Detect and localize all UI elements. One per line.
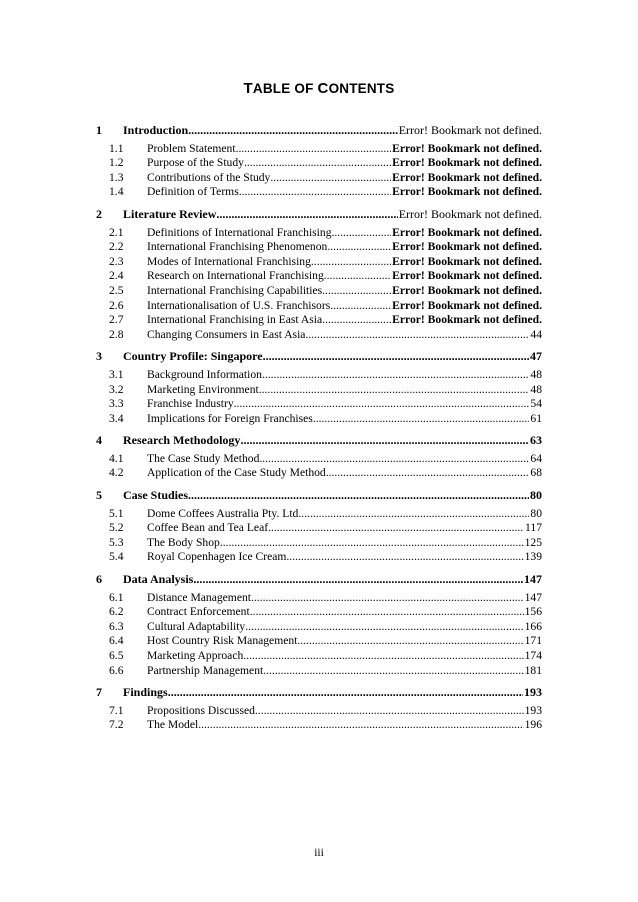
toc-entry-number: 2.4 — [109, 269, 124, 283]
toc-section-entry[interactable] — [96, 634, 542, 649]
toc-entry-title: Case Studies — [123, 488, 189, 503]
toc-entry-number: 2.2 — [109, 240, 124, 254]
toc-dot-leader — [286, 550, 523, 565]
toc-page-number: 117 — [525, 521, 542, 535]
toc-entry-number: 3 — [96, 349, 102, 364]
toc-section-entry[interactable] — [96, 226, 542, 241]
toc-section-entry[interactable] — [96, 255, 542, 270]
toc-page-number: 156 — [524, 605, 542, 619]
toc-entry-number: 1 — [96, 123, 102, 137]
toc-page-number: 44 — [530, 327, 542, 341]
toc-section-entry[interactable] — [96, 313, 542, 328]
toc-section-entry[interactable] — [96, 466, 542, 481]
toc-entry-title: Dome Coffees Australia Pty. Ltd. — [147, 506, 302, 520]
toc-section-entry[interactable] — [96, 142, 542, 157]
toc-chapter-entry[interactable] — [96, 207, 542, 222]
toc-entry-title: Findings — [123, 685, 168, 700]
toc-chapter-entry[interactable] — [96, 433, 542, 448]
toc-entry-title: Marketing Environment — [147, 382, 259, 396]
toc-entry-title: Changing Consumers in East Asia — [147, 327, 306, 341]
title-initial-t: T — [243, 80, 253, 97]
toc-dot-leader — [250, 605, 524, 620]
toc-bookmark-error: Error! Bookmark not defined. — [392, 185, 542, 199]
toc-section-entry[interactable] — [96, 521, 542, 536]
toc-entry-number: 3.1 — [109, 367, 124, 381]
toc-section-entry[interactable] — [96, 328, 542, 343]
toc-entry-title: Background Information — [147, 367, 262, 381]
toc-entry-number: 3.2 — [109, 382, 124, 396]
table-of-contents — [96, 123, 542, 733]
toc-entry-number: 4.1 — [109, 451, 124, 465]
toc-dot-leader — [251, 591, 524, 606]
toc-dot-leader — [193, 572, 523, 587]
toc-page-number: 147 — [524, 590, 542, 604]
toc-section-entry[interactable] — [96, 185, 542, 200]
toc-section-entry[interactable] — [96, 284, 542, 299]
toc-page-number: 54 — [530, 397, 542, 411]
toc-entry-number: 5 — [96, 488, 102, 503]
toc-page-number: 147 — [524, 572, 542, 587]
toc-entry-title: International Franchising in East Asia — [147, 313, 323, 327]
toc-entry-number: 6.3 — [109, 619, 124, 633]
toc-entry-title: Contributions of the Study — [147, 170, 271, 184]
toc-page-number: 193 — [524, 703, 542, 717]
title-part-able-of: ABLE OF — [252, 81, 318, 96]
toc-page-number: 48 — [530, 367, 542, 381]
toc-entry-number: 2.7 — [109, 313, 124, 327]
toc-section-entry[interactable] — [96, 550, 542, 565]
toc-entry-title: Royal Copenhagen Ice Cream — [147, 550, 287, 564]
toc-section-entry[interactable] — [96, 171, 542, 186]
title-part-ontents: ONTENTS — [328, 81, 395, 96]
toc-section-entry[interactable] — [96, 664, 542, 679]
toc-dot-leader — [220, 536, 524, 551]
toc-entry-number: 1.2 — [109, 156, 124, 170]
toc-entry-title: Introduction — [123, 123, 189, 137]
toc-page-number: 48 — [530, 382, 542, 396]
toc-entry-title: Literature Review — [123, 206, 217, 221]
toc-bookmark-error: Error! Bookmark not defined. — [392, 170, 542, 184]
toc-page-number: 68 — [530, 466, 542, 480]
toc-section-entry[interactable] — [96, 605, 542, 620]
toc-section-entry[interactable] — [96, 718, 542, 733]
toc-entry-title: Application of the Case Study Method — [147, 466, 326, 480]
toc-entry-number: 6.2 — [109, 605, 124, 619]
toc-section-entry[interactable] — [96, 368, 542, 383]
toc-chapter-entry[interactable] — [96, 572, 542, 587]
toc-dot-leader — [270, 171, 391, 186]
toc-section-entry[interactable] — [96, 269, 542, 284]
toc-entry-title: International Franchising Capabilities — [147, 283, 323, 297]
toc-page-number: 63 — [530, 433, 542, 448]
toc-bookmark-error: Error! Bookmark not defined. — [392, 141, 542, 155]
toc-entry-number: 6 — [96, 572, 102, 587]
toc-section-entry[interactable] — [96, 383, 542, 398]
toc-dot-leader — [268, 521, 524, 536]
toc-entry-title: Marketing Approach — [147, 649, 244, 662]
toc-bookmark-error: Error! Bookmark not defined. — [392, 298, 542, 312]
toc-entry-number: 4 — [96, 433, 102, 448]
toc-page-number: 181 — [524, 663, 542, 677]
toc-dot-leader — [198, 718, 523, 733]
toc-page-number: 125 — [524, 535, 542, 549]
toc-bookmark-error: Error! Bookmark not defined. — [392, 269, 542, 283]
toc-section-entry[interactable] — [96, 591, 542, 606]
toc-dot-leader — [263, 349, 529, 364]
toc-entry-number: 2.1 — [109, 225, 124, 239]
toc-dot-leader — [239, 185, 391, 200]
toc-entry-number: 6.6 — [109, 663, 124, 677]
toc-bookmark-error: Error! Bookmark not defined. — [392, 156, 542, 170]
toc-entry-number: 5.3 — [109, 535, 124, 549]
toc-section-entry[interactable] — [96, 620, 542, 635]
toc-dot-leader — [188, 123, 398, 138]
toc-entry-number: 3.4 — [109, 411, 124, 425]
toc-section-entry[interactable] — [96, 397, 542, 412]
toc-entry-title: The Case Study Method — [147, 451, 260, 465]
toc-dot-leader — [234, 397, 530, 412]
toc-dot-leader — [326, 466, 530, 481]
toc-entry-title: Distance Management — [147, 590, 251, 604]
toc-entry-title: Problem Statement — [147, 141, 236, 155]
toc-dot-leader — [259, 383, 530, 398]
toc-dot-leader — [243, 649, 523, 664]
toc-dot-leader — [311, 255, 391, 270]
toc-bookmark-error: Error! Bookmark not defined. — [392, 254, 542, 268]
toc-entry-title: Franchise Industry — [147, 397, 234, 411]
toc-entry-title: Definition of Terms — [147, 185, 239, 199]
page-title — [0, 80, 638, 97]
toc-page-number: 193 — [524, 685, 542, 700]
toc-section-entry[interactable] — [96, 240, 542, 255]
toc-dot-leader — [263, 664, 523, 679]
toc-entry-title: The Body Shop — [147, 535, 220, 549]
toc-dot-leader — [322, 284, 391, 299]
toc-entry-number: 2.3 — [109, 254, 124, 268]
toc-entry-number: 4.2 — [109, 466, 124, 480]
toc-entry-number: 1.4 — [109, 185, 124, 199]
toc-section-entry[interactable] — [96, 452, 542, 467]
toc-bookmark-error: Error! Bookmark not defined. — [392, 313, 542, 327]
toc-dot-leader — [330, 299, 391, 314]
toc-entry-title: Host Country Risk Management — [147, 634, 298, 648]
toc-dot-leader — [236, 142, 392, 157]
toc-entry-title: Partnership Management — [147, 663, 264, 677]
toc-page-number: 80 — [530, 506, 542, 520]
toc-page-number: 80 — [530, 488, 542, 503]
toc-entry-number: 5.4 — [109, 550, 124, 564]
toc-dot-leader — [188, 488, 529, 503]
toc-entry-title: Implications for Foreign Franchises — [147, 411, 313, 425]
toc-entry-title: Definitions of International Franchising — [147, 225, 332, 239]
toc-section-entry[interactable] — [96, 412, 542, 427]
toc-entry-number: 6.5 — [109, 649, 124, 662]
toc-page-number: 174 — [524, 649, 542, 662]
toc-section-entry[interactable] — [96, 536, 542, 551]
toc-entry-number: 5.1 — [109, 506, 124, 520]
toc-entry-title: Research on International Franchising — [147, 269, 324, 283]
toc-entry-title: Country Profile: Singapore — [123, 349, 263, 364]
toc-entry-number: 2.8 — [109, 327, 124, 341]
toc-section-entry[interactable] — [96, 704, 542, 719]
toc-entry-title: Propositions Discussed — [147, 703, 255, 717]
toc-bookmark-error: Error! Bookmark not defined. — [398, 123, 542, 137]
page-number: iii — [314, 847, 324, 859]
toc-page-number: 64 — [530, 451, 542, 465]
toc-entry-number: 2.6 — [109, 298, 124, 312]
toc-entry-title: Contract Enforcement — [147, 605, 250, 619]
toc-dot-leader — [255, 704, 524, 719]
toc-page-number: 61 — [530, 411, 542, 425]
toc-dot-leader — [245, 620, 523, 635]
toc-bookmark-error: Error! Bookmark not defined. — [392, 283, 542, 297]
toc-dot-leader — [297, 634, 523, 649]
toc-entry-title: Cultural Adaptability — [147, 619, 246, 633]
toc-dot-leader — [216, 207, 397, 222]
title-initial-c: C — [317, 80, 329, 97]
toc-dot-leader — [240, 433, 529, 448]
toc-section-entry[interactable] — [96, 507, 542, 522]
toc-entry-number: 1.1 — [109, 141, 124, 155]
toc-entry-title: International Franchising Phenomenon — [147, 240, 328, 254]
toc-entry-number: 5.2 — [109, 521, 124, 535]
toc-entry-title: Data Analysis — [123, 572, 194, 587]
toc-dot-leader — [168, 685, 523, 700]
toc-dot-leader — [332, 226, 392, 241]
toc-page-number: 171 — [524, 634, 542, 648]
toc-dot-leader — [244, 156, 391, 171]
toc-entry-number: 2.5 — [109, 283, 124, 297]
toc-dot-leader — [324, 269, 391, 284]
toc-chapter-entry[interactable] — [96, 488, 542, 503]
toc-section-entry[interactable] — [96, 156, 542, 171]
toc-entry-number: 7.1 — [109, 703, 124, 717]
toc-entry-number: 6.1 — [109, 590, 124, 604]
toc-entry-title: The Model — [147, 718, 199, 732]
toc-dot-leader — [262, 368, 529, 383]
toc-bookmark-error: Error! Bookmark not defined. — [392, 225, 542, 239]
toc-entry-title: Research Methodology — [123, 433, 241, 448]
toc-entry-number: 7.2 — [109, 718, 124, 732]
toc-page-number: 196 — [524, 718, 542, 732]
toc-page-number: 166 — [524, 619, 542, 633]
toc-dot-leader — [305, 328, 529, 343]
toc-dot-leader — [259, 452, 529, 467]
toc-entry-number: 3.3 — [109, 397, 124, 411]
toc-bookmark-error: Error! Bookmark not defined. — [392, 240, 542, 254]
toc-bookmark-error: Error! Bookmark not defined. — [398, 206, 542, 221]
toc-dot-leader — [322, 313, 391, 328]
toc-entry-title: Purpose of the Study — [147, 156, 244, 170]
toc-section-entry[interactable] — [96, 299, 542, 314]
toc-entry-number: 1.3 — [109, 170, 124, 184]
toc-section-entry[interactable] — [96, 649, 542, 664]
toc-entry-title: Modes of International Franchising — [147, 254, 311, 268]
toc-dot-leader — [301, 507, 529, 522]
toc-page-number: 47 — [530, 349, 542, 364]
toc-entry-number: 2 — [96, 206, 102, 221]
toc-entry-number: 6.4 — [109, 634, 124, 648]
toc-entry-title: Internationalisation of U.S. Franchisors — [147, 298, 331, 312]
toc-dot-leader — [327, 240, 391, 255]
toc-chapter-entry[interactable] — [96, 685, 542, 700]
toc-entry-number: 7 — [96, 685, 102, 700]
toc-dot-leader — [313, 412, 530, 427]
toc-chapter-entry[interactable] — [96, 349, 542, 364]
toc-entry-title: Coffee Bean and Tea Leaf — [147, 521, 269, 535]
toc-page-number: 139 — [524, 550, 542, 564]
toc-chapter-entry[interactable] — [96, 123, 542, 138]
